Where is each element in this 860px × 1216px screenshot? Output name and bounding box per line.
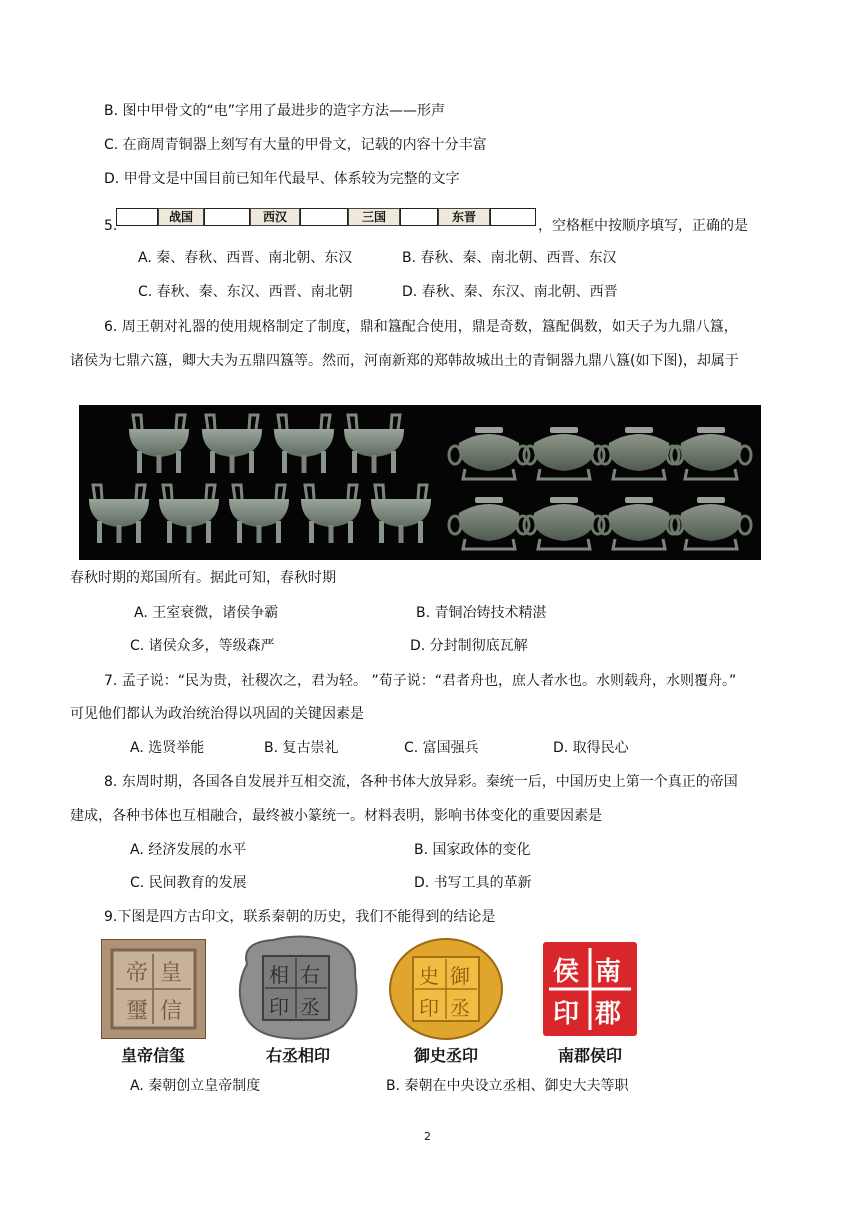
svg-text:印: 印 <box>553 999 580 1029</box>
svg-text:璽: 璽 <box>126 999 149 1024</box>
q7-option-d: D. 取得民心 <box>553 740 629 756</box>
svg-text:帝: 帝 <box>126 961 149 986</box>
q5-option-d: D. 春秋、秦、东汉、南北朝、西晋 <box>402 284 618 300</box>
svg-text:史: 史 <box>419 964 439 988</box>
q6-line-2: 诸侯为七鼎六簋，卿大夫为五鼎四簋等。然而，河南新郑的郑韩故城出土的青铜器九鼎八簋(如下图)，却属于 <box>70 353 739 369</box>
ding-vessel <box>371 485 431 543</box>
q5-label-3: 三国 <box>348 208 400 226</box>
svg-text:信: 信 <box>160 999 183 1024</box>
svg-text:皇: 皇 <box>160 961 183 986</box>
seal-3-glyphs <box>387 937 505 1041</box>
seal-caption-1: 皇帝信玺 <box>120 1046 185 1065</box>
svg-text:右: 右 <box>300 963 320 987</box>
gui-vessel <box>524 427 604 479</box>
q9-stem: 9.下图是四方古印文，联系秦朝的历史，我们不能得到的结论是 <box>104 909 496 925</box>
bronze-vessels-photo <box>79 405 761 560</box>
gui-vessel <box>599 427 679 479</box>
seal-image-2 <box>233 934 361 1042</box>
q6-line-1: 6. 周王朝对礼器的使用规格制定了制度，鼎和簋配合使用，鼎是奇数，簋配偶数，如天子为九鼎八簋， <box>104 319 738 335</box>
q5-label-2: 西汉 <box>250 208 300 226</box>
q6-option-c: C. 诸侯众多，等级森严 <box>130 638 275 654</box>
q5-option-a: A. 秦、春秋、西晋、南北朝、东汉 <box>138 250 353 266</box>
ding-vessel <box>344 415 404 473</box>
q8-line-1: 8. 东周时期，各国各自发展并互相交流，各种书体大放异彩。秦统一后，中国历史上第一个真正的帝国 <box>104 774 738 790</box>
q5-label-4: 东晋 <box>438 208 490 226</box>
ding-vessel <box>301 485 361 543</box>
q9-option-b: B. 秦朝在中央设立丞相、御史大夫等职 <box>386 1078 629 1094</box>
gui-row-2 <box>449 497 751 549</box>
q5-label-1: 战国 <box>158 208 204 226</box>
q6-line-3: 春秋时期的郑国所有。据此可知，春秋时期 <box>70 570 336 586</box>
seal-caption-2: 右丞相印 <box>265 1046 330 1065</box>
seal-1-glyphs <box>102 940 205 1038</box>
seal-image-3 <box>387 937 505 1041</box>
q5-number: 5. <box>104 218 118 234</box>
q6-option-d: D. 分封制彻底瓦解 <box>410 638 528 654</box>
q5-blank-box-4 <box>400 208 438 226</box>
gui-vessel <box>599 497 679 549</box>
ding-vessel <box>202 415 262 473</box>
svg-text:南: 南 <box>595 957 622 987</box>
q7-line-1: 7. 孟子说：“民为贵，社稷次之，君为轻。 ”荀子说：“君者舟也，庶人者水也。水则载舟，水则覆舟。” <box>104 673 737 689</box>
svg-text:御: 御 <box>450 964 470 988</box>
q4-option-c: C. 在商周青铜器上刻写有大量的甲骨文，记载的内容十分丰富 <box>104 137 487 153</box>
ding-vessel <box>159 485 219 543</box>
ding-vessel <box>129 415 189 473</box>
q4-option-d: D. 甲骨文是中国目前已知年代最早、体系较为完整的文字 <box>104 171 460 187</box>
q8-option-d: D. 书写工具的革新 <box>414 875 532 891</box>
svg-text:侯: 侯 <box>553 957 580 987</box>
gui-vessel <box>524 497 604 549</box>
q6-option-b: B. 青铜冶铸技术精湛 <box>416 605 547 621</box>
gui-vessel <box>449 427 529 479</box>
ding-row-2 <box>89 485 431 543</box>
q5-blank-box-1 <box>116 208 158 226</box>
gui-vessel <box>449 497 529 549</box>
ding-vessel <box>229 485 289 543</box>
ding-vessel <box>89 485 149 543</box>
svg-text:丞: 丞 <box>300 995 320 1019</box>
page-number: 2 <box>424 1130 431 1143</box>
q8-option-c: C. 民间教育的发展 <box>130 875 247 891</box>
gui-vessel <box>671 497 751 549</box>
q6-option-a: A. 王室衰微，诸侯争霸 <box>134 605 279 621</box>
seal-2-glyphs <box>233 934 361 1042</box>
q7-option-c: C. 富国强兵 <box>404 740 479 756</box>
q7-option-b: B. 复古崇礼 <box>264 740 339 756</box>
gui-row-1 <box>449 427 751 479</box>
svg-text:丞: 丞 <box>450 996 470 1020</box>
q8-line-2: 建成，各种书体也互相融合，最终被小篆统一。材料表明，影响书体变化的重要因素是 <box>70 808 602 824</box>
q5-option-b: B. 春秋、秦、南北朝、西晋、东汉 <box>402 250 617 266</box>
q5-blank-box-2 <box>204 208 250 226</box>
seal-caption-3: 御史丞印 <box>413 1046 478 1065</box>
q7-line-2: 可见他们都认为政治统治得以巩固的关键因素是 <box>70 706 364 722</box>
q5-blank-box-3 <box>300 208 348 226</box>
seal-image-4 <box>541 940 639 1038</box>
q5-stem: ，空格框中按顺序填写，正确的是 <box>538 218 748 234</box>
q8-option-b: B. 国家政体的变化 <box>414 842 531 858</box>
seal-image-1 <box>101 939 206 1039</box>
gui-vessel <box>671 427 751 479</box>
ding-vessel <box>274 415 334 473</box>
seal-caption-4: 南郡侯印 <box>557 1046 622 1065</box>
seal-4-glyphs <box>541 940 639 1038</box>
ding-row-1 <box>129 415 404 473</box>
svg-text:印: 印 <box>269 995 289 1019</box>
q8-option-a: A. 经济发展的水平 <box>130 842 247 858</box>
q9-option-a: A. 秦朝创立皇帝制度 <box>130 1078 261 1094</box>
svg-text:郡: 郡 <box>595 999 622 1029</box>
ding-gui-illustration <box>79 405 761 560</box>
svg-text:印: 印 <box>419 996 439 1020</box>
q5-blank-box-5 <box>490 208 536 226</box>
svg-text:相: 相 <box>269 963 289 987</box>
q7-option-a: A. 选贤举能 <box>130 740 205 756</box>
q4-option-b: B. 图中甲骨文的“电”字用了最进步的造字方法——形声 <box>104 103 446 119</box>
q5-option-c: C. 春秋、秦、东汉、西晋、南北朝 <box>138 284 353 300</box>
